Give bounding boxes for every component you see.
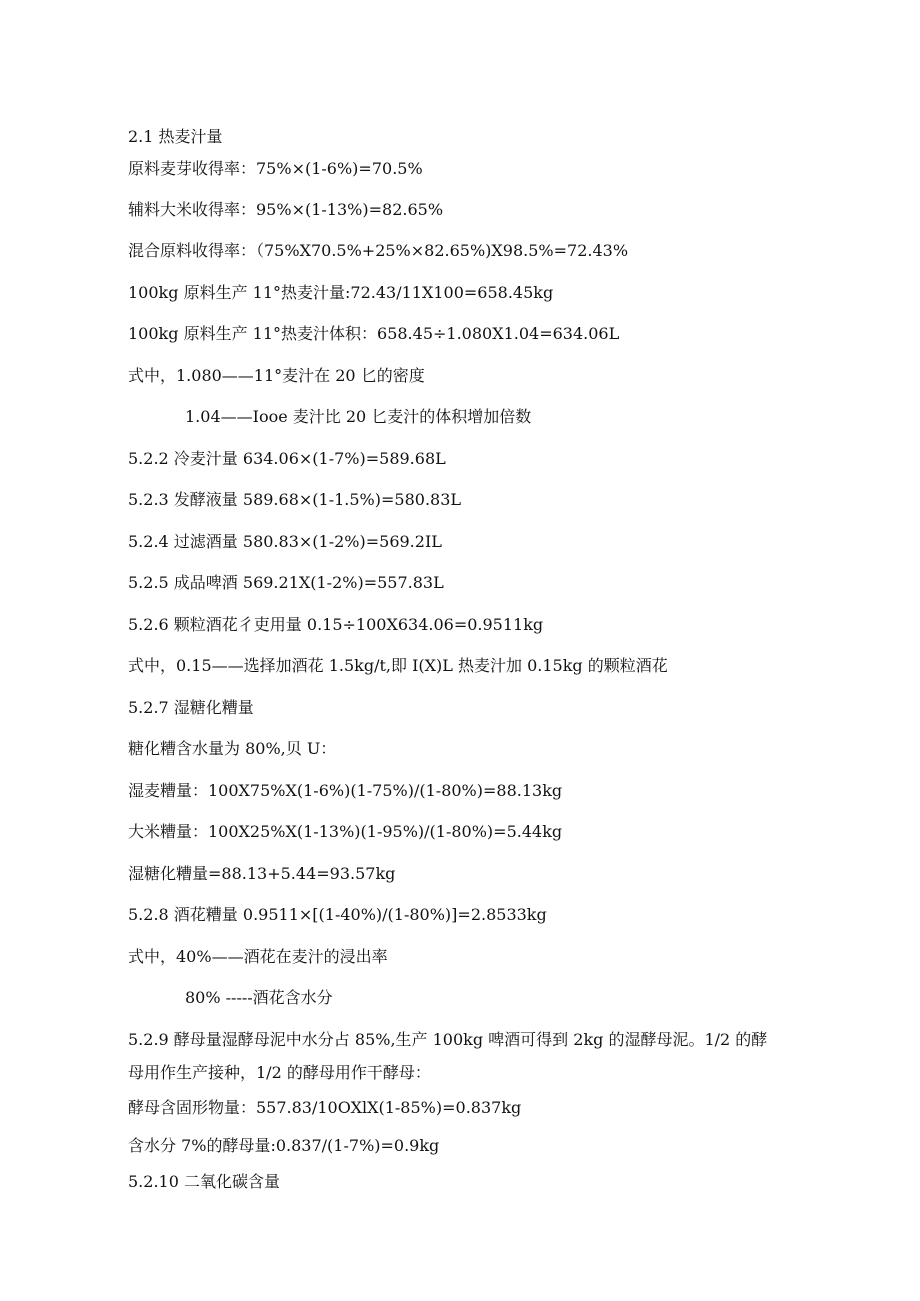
section-heading: 5.2.5 成品啤酒 569.21X(1-2%)=557.83L bbox=[128, 573, 444, 592]
text-line: 式中，0.15——选择加酒花 1.5kg/t,即 I(X)L 热麦汁加 0.15kg 的颗粒酒花 bbox=[128, 656, 668, 675]
text-line: 混合原料收得率：（75%X70.5%+25%×82.65%)X98.5%=72.43% bbox=[128, 241, 629, 260]
text-line: 辅料大米收得率：95%×(1-13%)=82.65% bbox=[128, 200, 444, 219]
text-line: 100kg 原料生产 11°热麦汁体积：658.45÷1.080X1.04=634.06L bbox=[128, 324, 620, 343]
section-heading: 5.2.9 酵母量湿酵母泥中水分占 85%,生产 100kg 啤酒可得到 2kg 的湿酵母泥。1/2 的酵 bbox=[128, 1030, 768, 1049]
text-line: 100kg 原料生产 11°热麦汁量:72.43/11X100=658.45kg bbox=[128, 283, 554, 302]
section-heading: 5.2.6 颗粒酒花彳吏用量 0.15÷100X634.06=0.9511kg bbox=[128, 615, 544, 634]
text-line: 湿麦糟量：100X75%X(1-6%)(1-75%)/(1-80%)=88.13kg bbox=[128, 781, 563, 800]
section-heading: 5.2.2 冷麦汁量 634.06×(1-7%)=589.68L bbox=[128, 449, 446, 468]
section-heading-hot-wort: 2.1 热麦汁量 bbox=[128, 127, 223, 146]
section-heading: 5.2.3 发酵液量 589.68×(1-1.5%)=580.83L bbox=[128, 490, 462, 509]
section-heading: 5.2.7 湿糖化糟量 bbox=[128, 698, 254, 717]
text-line: 湿糖化糟量=88.13+5.44=93.57kg bbox=[128, 864, 396, 883]
section-heading: 5.2.10 二氧化碳含量 bbox=[128, 1172, 280, 1191]
text-line: 含水分 7%的酵母量:0.837/(1-7%)=0.9kg bbox=[128, 1136, 440, 1155]
section-heading: 5.2.8 酒花糟量 0.9511×[(1-40%)/(1-80%)]=2.8533kg bbox=[128, 905, 547, 924]
text-line: 式中，1.080——11°麦汁在 20 匕的密度 bbox=[128, 366, 425, 385]
text-line: 式中，40%——酒花在麦汁的浸出率 bbox=[128, 947, 388, 966]
text-line: 母用作生产接种，1/2 的酵母用作干酵母： bbox=[128, 1063, 431, 1082]
text-line: 糖化糟含水量为 80%,贝 U： bbox=[128, 739, 337, 758]
text-line-indented: 1.04——Iooe 麦汁比 20 匕麦汁的体积增加倍数 bbox=[185, 407, 532, 426]
text-line: 大米糟量：100X25%X(1-13%)(1-95%)/(1-80%)=5.44kg bbox=[128, 822, 563, 841]
section-heading: 5.2.4 过滤酒量 580.83×(1-2%)=569.2IL bbox=[128, 532, 442, 551]
text-line: 酵母含固形物量：557.83/10OXlX(1-85%)=0.837kg bbox=[128, 1098, 522, 1117]
text-line: 原料麦芽收得率：75%×(1-6%)=70.5% bbox=[128, 159, 423, 178]
text-line-indented: 80% -----酒花含水分 bbox=[185, 988, 333, 1007]
